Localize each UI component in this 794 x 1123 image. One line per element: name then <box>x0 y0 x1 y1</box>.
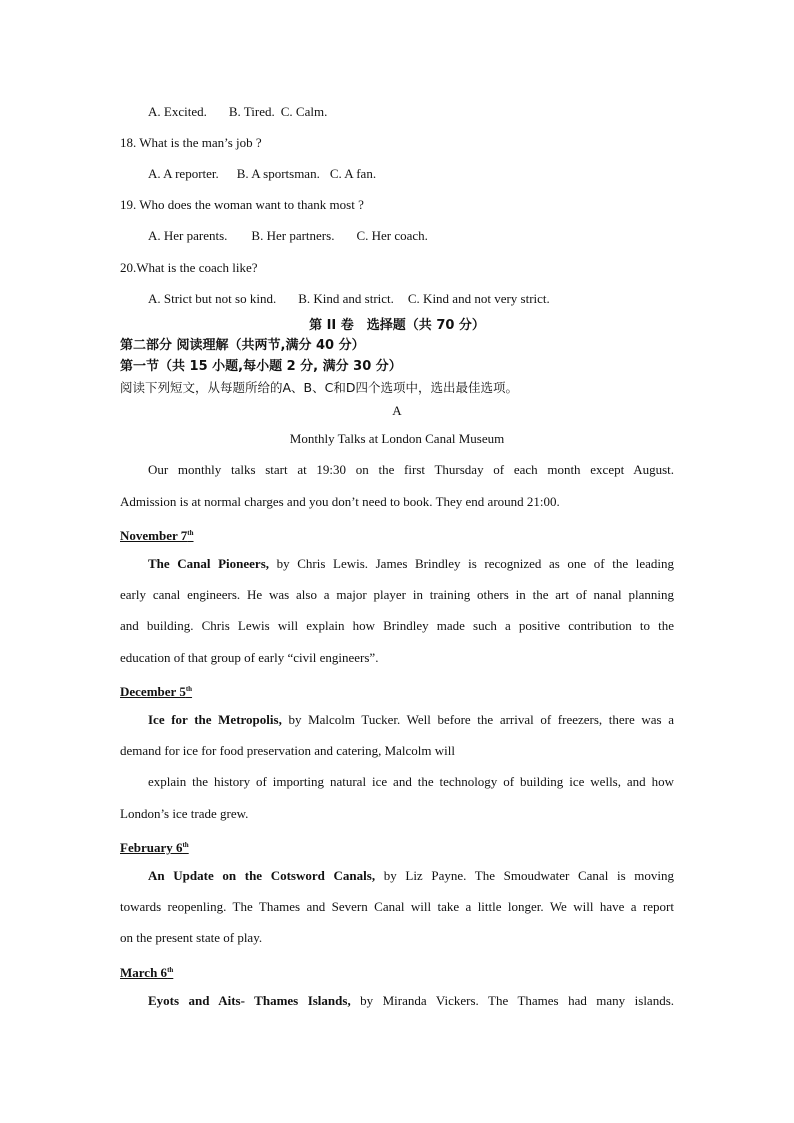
talk-4-title: Eyots and Aits- Thames Islands, <box>148 993 351 1008</box>
q18-option-a: A. A reporter. <box>148 166 219 181</box>
talk-date-suffix: th <box>185 685 193 693</box>
part-title: 第二部分 阅读理解（共两节,满分 40 分） <box>120 338 365 353</box>
talk-4-line-1-text: by Miranda Vickers. The Thames had many islands. <box>350 993 675 1008</box>
passage-intro-line-2: Admission is at normal charges and you don’t need to book. They end around 21:00. <box>120 494 560 509</box>
q18-option-b: B. A sportsman. <box>236 166 320 181</box>
talk-date-march <box>120 962 173 981</box>
talk-1-line-2: early canal engineers. He was also a major player in training others in the art of nanal planning <box>120 587 674 602</box>
talk-2-line-2: demand for ice for food preservation and catering, Malcolm will <box>120 743 455 758</box>
talk-date-text: February 6 <box>120 840 183 855</box>
talk-1-line-1 <box>148 556 674 572</box>
q20-option-a: A. Strict but not so kind. <box>148 291 277 306</box>
talk-2-title: Ice for the Metropolis, <box>148 712 282 727</box>
talk-2-line-1-text: by Malcolm Tucker. Well before the arrival of freezers, there was a <box>281 712 675 727</box>
talk-date-november <box>120 525 194 544</box>
q17-option-a: A. Excited. <box>148 104 207 119</box>
talk-1-line-4: education of that group of early “civil engineers”. <box>120 650 379 665</box>
talk-date-suffix: th <box>167 966 174 974</box>
q20-options <box>148 291 550 307</box>
talk-1-line-3: and building. Chris Lewis will explain how Brindley made such a positive contribution to the <box>120 618 674 633</box>
q17-options <box>148 104 327 120</box>
passage-title: Monthly Talks at London Canal Museum <box>289 431 505 446</box>
talk-date-text: December 5 <box>120 684 186 699</box>
talk-3-line-2: towards reopenling. The Thames and Severn Canal will take a little longer. We will have a report <box>120 899 674 914</box>
talk-date-suffix: th <box>187 529 194 537</box>
q19-options <box>148 228 428 244</box>
instruction-text: 阅读下列短文，从每题所给的A、B、C和D四个选项中，选出最佳选项。 <box>120 380 518 395</box>
q19-option-a: A. Her parents. <box>148 228 228 243</box>
q20-question: 20.What is the coach like? <box>120 260 258 275</box>
q19-question: 19. Who does the woman want to thank most ? <box>120 197 364 212</box>
passage-intro-line-1: Our monthly talks start at 19:30 on the first Thursday of each month except August. <box>148 462 674 477</box>
talk-3-line-3: on the present state of play. <box>120 930 263 945</box>
volume-title: 第 II 卷 选择题（共 70 分） <box>309 318 485 333</box>
q19-option-c: C. Her coach. <box>356 228 428 243</box>
talk-1-title: The Canal Pioneers, <box>148 556 270 571</box>
q20-option-c: C. Kind and not very strict. <box>407 291 550 306</box>
talk-1-line-1-text: by Chris Lewis. James Brindley is recognized as one of the leading <box>269 556 674 571</box>
q18-question: 18. What is the man’s job ? <box>120 135 262 150</box>
talk-3-title: An Update on the Cotsword Canals, <box>148 868 376 883</box>
q17-option-b: B. Tired. <box>228 104 275 119</box>
talk-2-line-1 <box>148 712 674 728</box>
talk-4-line-1 <box>148 993 674 1009</box>
sub-section-title: 第一节（共 15 小题,每小题 2 分, 满分 30 分） <box>120 359 402 374</box>
q20-option-b: B. Kind and strict. <box>298 291 394 306</box>
talk-date-february <box>120 837 189 856</box>
talk-3-line-1 <box>148 868 674 884</box>
talk-date-text: March 6 <box>120 965 168 980</box>
passage-letter: A <box>392 403 402 418</box>
q17-option-c: C. Calm. <box>280 104 328 119</box>
talk-2-line-4: London’s ice trade grew. <box>120 806 249 821</box>
q19-option-b: B. Her partners. <box>251 228 335 243</box>
talk-3-line-1-text: by Liz Payne. The Smoudwater Canal is moving <box>375 868 675 883</box>
q18-options <box>148 166 376 182</box>
talk-2-line-3: explain the history of importing natural ice and the technology of building ice wells, and how <box>148 774 674 789</box>
talk-date-text: November 7 <box>120 528 188 543</box>
q18-option-c: C. A fan. <box>329 166 377 181</box>
talk-date-suffix: th <box>182 841 189 849</box>
talk-date-december <box>120 681 192 700</box>
